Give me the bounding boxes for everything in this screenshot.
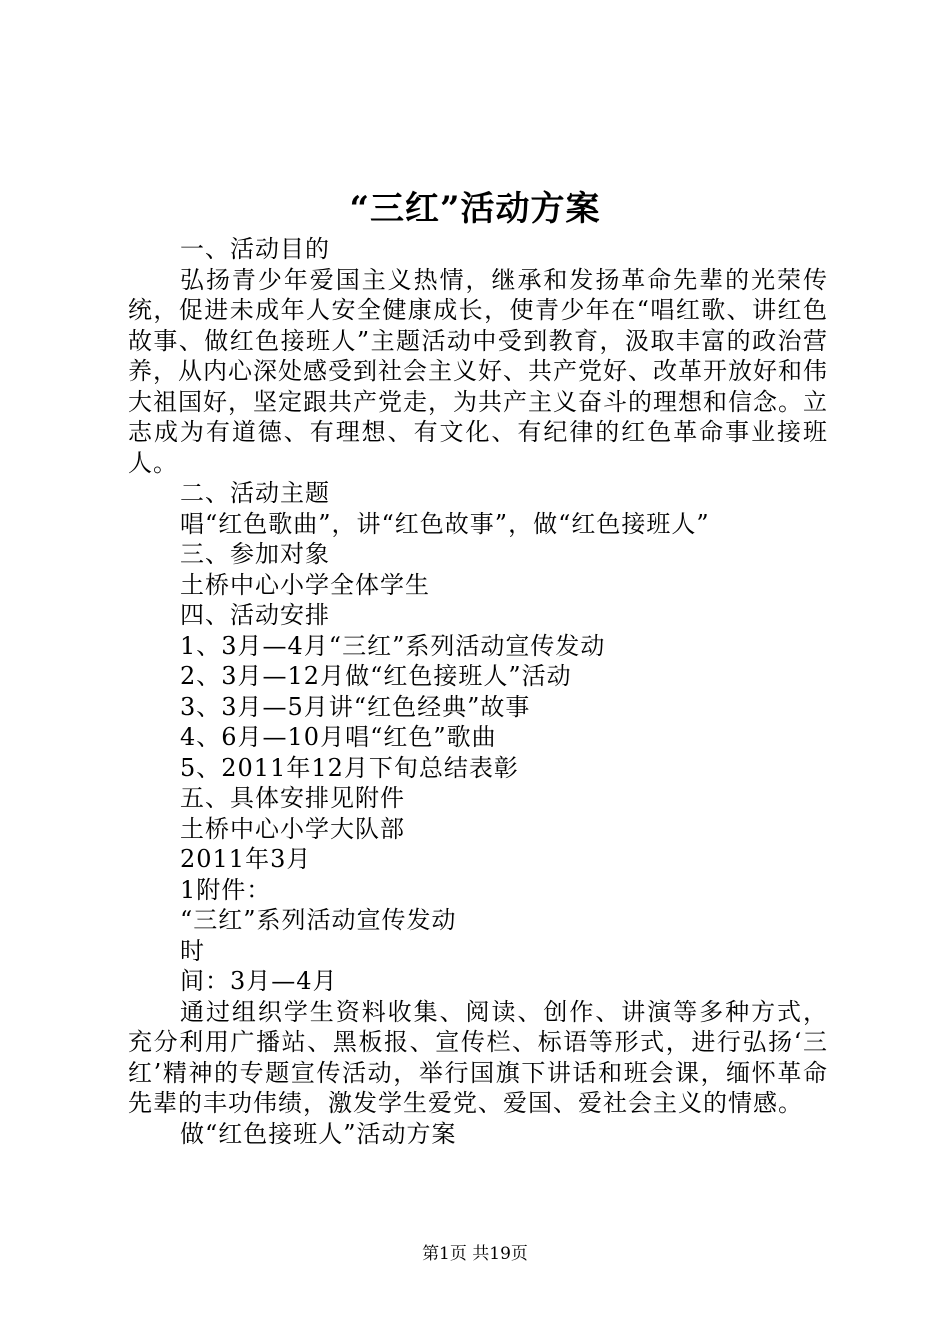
- page-footer: 第1页 共19页: [422, 1244, 528, 1264]
- schedule-item: 5、2011年12月下旬总结表彰: [180, 753, 519, 782]
- signature-date: 2011年3月: [180, 845, 312, 873]
- schedule-item: 1、3月—4月“三红”系列活动宣传发动: [180, 631, 606, 660]
- next-section-title: 做“红色接班人”活动方案: [180, 1119, 457, 1148]
- section-heading-purpose: 一、活动目的: [180, 235, 330, 263]
- document-body: [128, 234, 828, 1149]
- document-title: “三红”活动方案: [349, 189, 601, 229]
- purpose-paragraph: 弘扬青少年爱国主义热情，继承和发扬革命先辈的光荣传统，促进未成年人安全健康成长，使青少年在“唱红歌、讲红色故事、做红色接班人”主题活动中受到教育，汲取丰富的政治营养，从内心深处感受到社会主义好、共产党好、改革开放好和伟大祖国好，坚定跟共产党走，为共产主义奋斗的理想和信念。立志成为有道德、有理想、有文化、有纪律的红色革命事业接班人。: [128, 265, 828, 477]
- schedule-item: 4、6月—10月唱“红色”歌曲: [180, 723, 497, 751]
- attachment-time-value: 间：3月—4月: [180, 967, 338, 995]
- signature-organization: 土桥中心小学大队部: [180, 814, 405, 843]
- theme-text: 唱“红色歌曲”，讲“红色故事”，做“红色接班人”: [180, 509, 710, 538]
- attachment-paragraph: 通过组织学生资料收集、阅读、创作、讲演等多种方式，充分利用广播站、黑板报、宣传栏、标语等形式，进行弘扬‘三红’精神的专题宣传活动，举行国旗下讲话和班会课，缅怀革命先辈的丰功伟绩，激发学生爱党、爱国、爱社会主义的情感。: [128, 997, 828, 1117]
- section-heading-schedule: 四、活动安排: [180, 601, 330, 629]
- schedule-item: 2、3月—12月做“红色接班人”活动: [180, 662, 572, 690]
- section-heading-details: 五、具体安排见附件: [180, 784, 405, 812]
- section-heading-participants: 三、参加对象: [180, 540, 330, 568]
- section-heading-theme: 二、活动主题: [180, 479, 330, 507]
- attachment-label: 1附件：: [180, 875, 272, 904]
- schedule-item: 3、3月—5月讲“红色经典”故事: [180, 692, 531, 721]
- participants-text: 土桥中心小学全体学生: [180, 570, 430, 599]
- attachment-title: “三红”系列活动宣传发动: [180, 906, 457, 934]
- attachment-time-label: 时: [180, 936, 205, 965]
